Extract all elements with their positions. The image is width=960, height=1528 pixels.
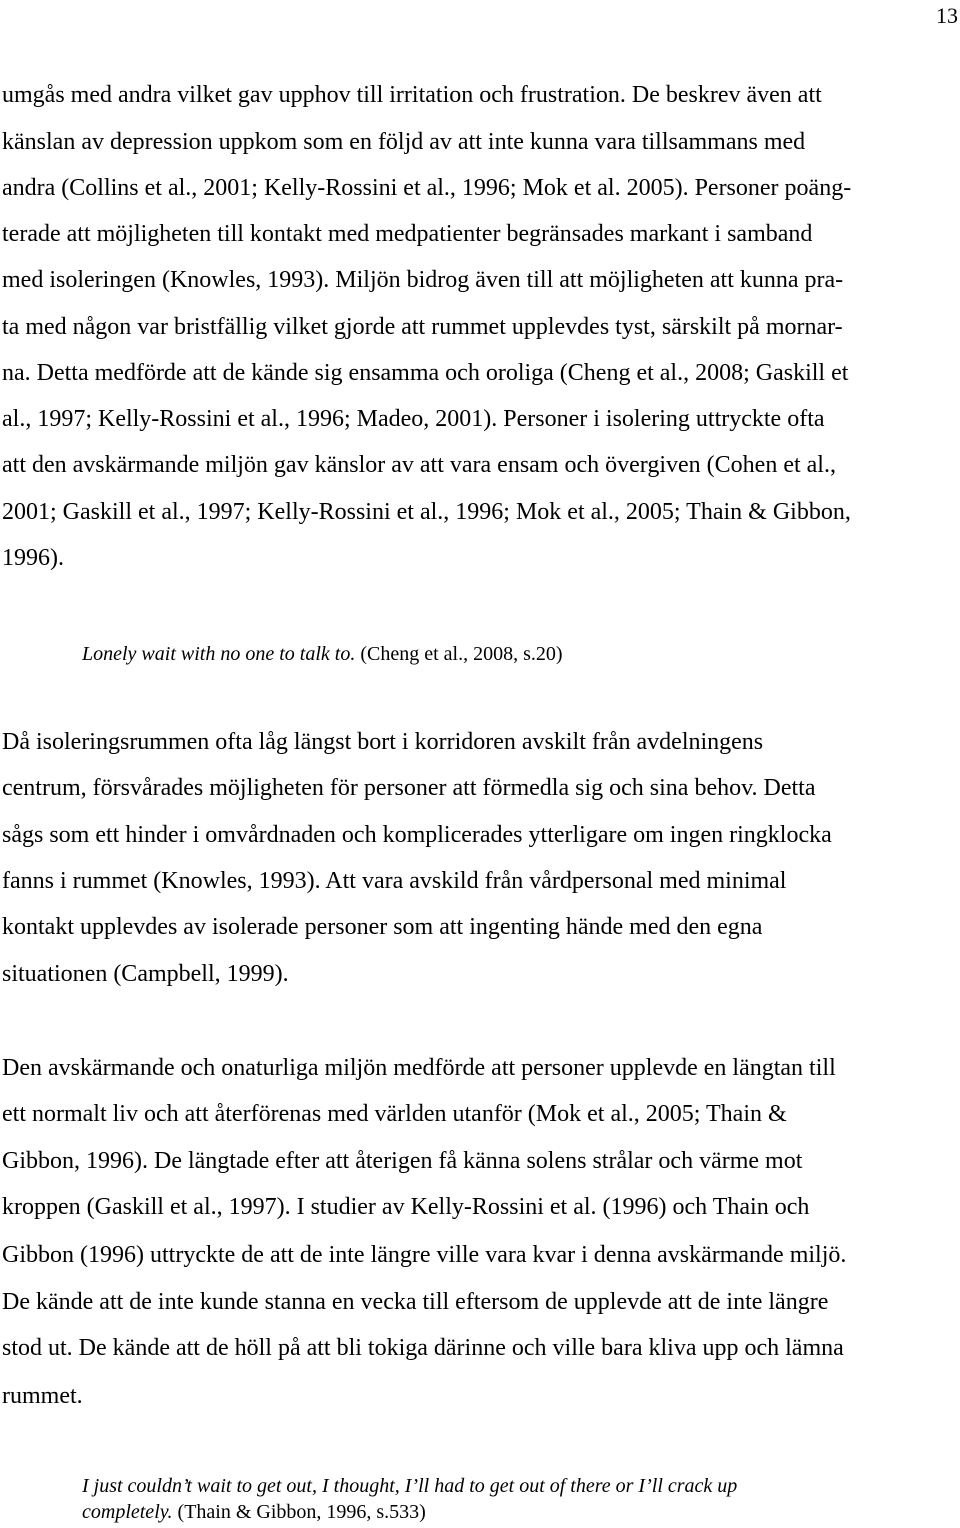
paragraph-line: situationen (Campbell, 1999). [2,961,289,987]
paragraph-line: Gibbon (1996) uttryckte de att de inte längre ville vara kvar i denna avskärmande miljö. [2,1242,847,1268]
paragraph-line: stod ut. De kände att de höll på att bli tokiga därinne och ville bara kliva upp och lämna [2,1335,844,1361]
paragraph-line: ett normalt liv och att återförenas med världen utanför (Mok et al., 2005; Thain & [2,1101,787,1127]
quote-text: Lonely wait with no one to talk to. [82,643,356,665]
paragraph-line: Den avskärmande och onaturliga miljön medförde att personer upplevde en längtan till [2,1055,836,1081]
quote-line [82,1473,737,1499]
paragraph-line: na. Detta medförde att de kände sig ensamma och oroliga (Cheng et al., 2008; Gaskill et [2,360,849,386]
paragraph-line: Då isoleringsrummen ofta låg längst bort i korridoren avskilt från avdelningens [2,729,764,755]
paragraph-line: med isoleringen (Knowles, 1993). Miljön bidrog även till att möjligheten att kunna pra- [2,267,844,293]
quote-text: I just couldn’t wait to get out, I thought, I’ll had to get out of there or I’ll crack up [82,1475,738,1497]
paragraph-line: 2001; Gaskill et al., 1997; Kelly-Rossini et al., 1996; Mok et al., 2005; Thain & Gibbon, [2,499,851,525]
paragraph-line: kontakt upplevdes av isolerade personer som att ingenting hände med den egna [2,914,763,940]
paragraph-line: Gibbon, 1996). De längtade efter att återigen få känna solens strålar och värme mot [2,1148,803,1174]
quote-citation: (Cheng et al., 2008, s.20) [355,643,563,665]
quote-citation: (Thain & Gibbon, 1996, s.533) [172,1501,426,1523]
paragraph-line: centrum, försvårades möjligheten för personer att förmedla sig och sina behov. Detta [2,775,816,801]
paragraph-line: terade att möjligheten till kontakt med medpatienter begränsades markant i samband [2,221,813,247]
paragraph-line: ta med någon var bristfällig vilket gjorde att rummet upplevdes tyst, särskilt på mornar- [2,314,843,340]
paragraph-line: De kände att de inte kunde stanna en vecka till eftersom de upplevde att de inte längre [2,1289,829,1315]
paragraph-line: rummet. [2,1383,83,1409]
paragraph-line: känslan av depression uppkom som en följd av att inte kunna vara tillsammans med [2,129,806,155]
paragraph-line: andra (Collins et al., 2001; Kelly-Rossini et al., 1996; Mok et al. 2005). Personer poäng- [2,175,852,201]
paragraph-line: att den avskärmande miljön gav känslor av att vara ensam och övergiven (Cohen et al., [2,452,836,478]
paragraph-line: umgås med andra vilket gav upphov till irritation och frustration. De beskrev även att [2,82,822,108]
block-quote-1 [82,641,563,667]
page-number: 13 [936,3,958,28]
paragraph-line: fanns i rummet (Knowles, 1993). Att vara avskild från vårdpersonal med minimal [2,868,787,894]
quote-text: completely. [82,1501,173,1523]
quote-line [82,1499,426,1525]
paragraph-line: kroppen (Gaskill et al., 1997). I studier av Kelly-Rossini et al. (1996) och Thain och [2,1194,810,1220]
paragraph-line: al., 1997; Kelly-Rossini et al., 1996; Madeo, 2001). Personer i isolering uttryckte ofta [2,406,825,432]
paragraph-line: sågs som ett hinder i omvårdnaden och komplicerades ytterligare om ingen ringklocka [2,822,832,848]
paragraph-line: 1996). [2,545,64,571]
